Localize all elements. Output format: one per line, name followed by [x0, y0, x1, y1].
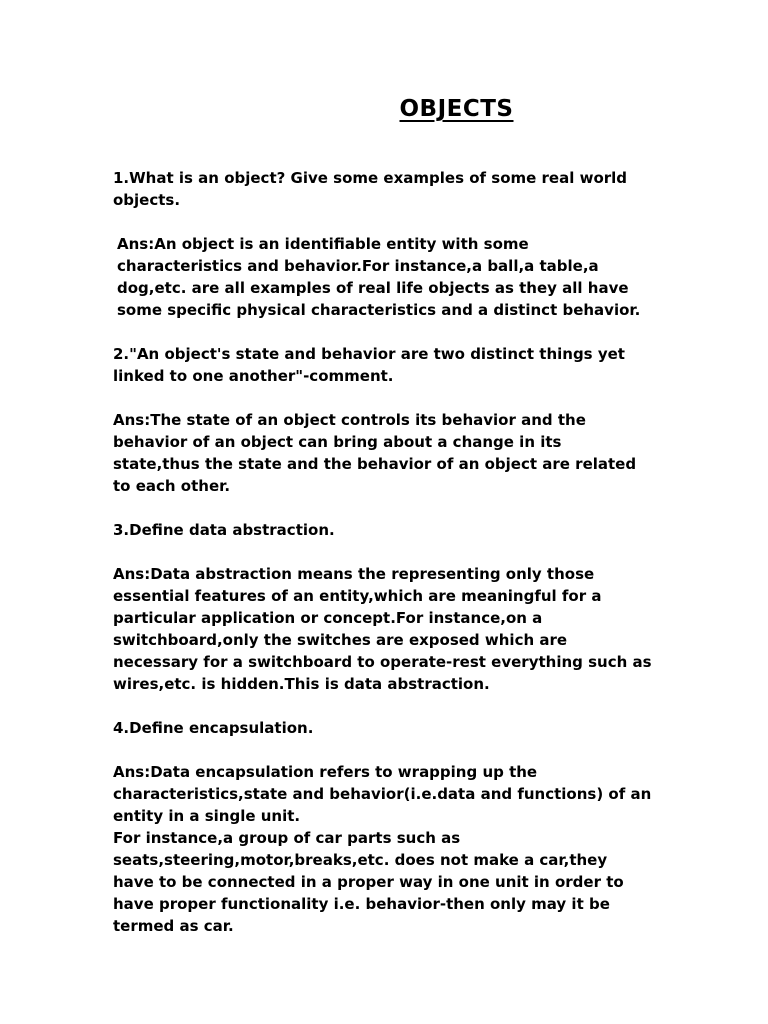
- question-1: 1.What is an object? Give some examples of some real world objects.: [113, 169, 628, 209]
- page-title: OBJECTS: [399, 96, 514, 122]
- question-3: 3.Define data abstraction.: [113, 521, 335, 539]
- question-2: 2."An object's state and behavior are two distinct things yet linked to one another"-comment.: [113, 345, 625, 385]
- document-body: [113, 167, 653, 959]
- answer-2: Ans:The state of an object controls its behavior and the behavior of an object can bring about a change in its state,thus the state and the behavior of an object are related to each other.: [113, 411, 637, 495]
- answer-3: Ans:Data abstraction means the representing only those essential features of an entity,which are meaningful for a particular application or concept.For instance,on a switchboard,only the switches are exposed which are necessary for a switchboard to operate-rest everything such as wires,etc. is hidden.This is data abstraction.: [113, 565, 652, 693]
- answer-1: Ans:An object is an identifiable entity with some characteristics and behavior.For instance,a ball,a table,a dog,etc. are all examples of real life objects as they all have some specific physical characteristics and a distinct behavior.: [117, 235, 641, 319]
- question-4: 4.Define encapsulation.: [113, 719, 314, 737]
- answer-4-part-1: Ans:Data encapsulation refers to wrapping up the characteristics,state and behavior(i.e.data and functions) of an entity in a single unit.: [113, 763, 652, 825]
- answer-4-part-2: For instance,a group of car parts such as seats,steering,motor,breaks,etc. does not make a car,they have to be connected in a proper way in one unit in order to have proper functionality i.e. behavior-then only may it be termed as car.: [113, 829, 624, 935]
